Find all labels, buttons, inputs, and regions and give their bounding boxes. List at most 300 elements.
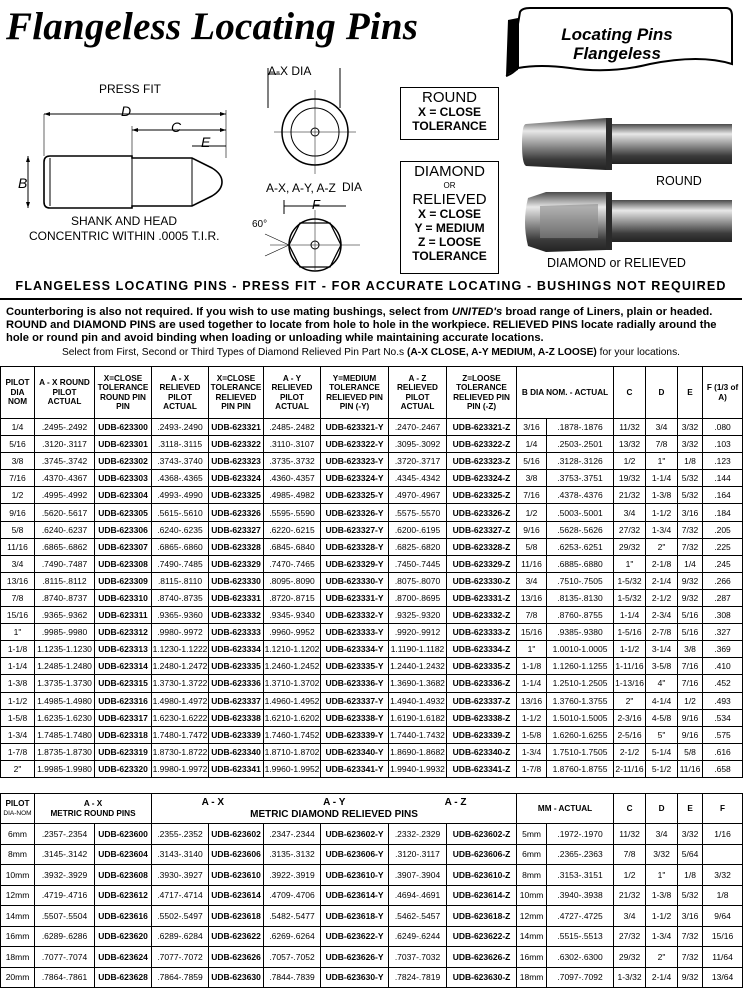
- table-cell: 2-7/8: [646, 624, 678, 641]
- round-box-title: ROUND: [422, 89, 477, 106]
- table-row: [1, 641, 743, 658]
- table-cell: 21/32: [614, 885, 646, 906]
- selection-note-part1: Select from First, Second or Third Types of Diamond Relieved Pin Part No.s: [61, 347, 407, 358]
- axayaz-label: A-X, A-Y, A-Z: [266, 181, 336, 195]
- table-cell: 1.7480-1.7472: [152, 726, 209, 743]
- table-cell: .2470-.2467: [389, 419, 447, 436]
- table-cell: 1/4: [1, 419, 35, 436]
- metric-col-f: F: [703, 794, 743, 824]
- table-cell: UDB-623328-Z: [447, 538, 517, 555]
- table-cell: 1.2510-1.2505: [547, 675, 614, 692]
- table-cell: UDB-623622: [209, 926, 264, 947]
- table-cell: .4370-.4367: [35, 470, 95, 487]
- table-cell: 11/16: [517, 555, 547, 572]
- diamond-box-line4: TOLERANCE: [412, 249, 487, 263]
- table-cell: 4-1/4: [646, 692, 678, 709]
- table-cell: 1": [517, 641, 547, 658]
- table-cell: 1.7510-1.7505: [547, 743, 614, 760]
- table-cell: 1/2: [614, 453, 646, 470]
- table-row: [1, 419, 743, 436]
- table-cell: UDB-623610-Z: [447, 865, 517, 886]
- table-cell: UDB-623308: [95, 555, 152, 572]
- shank-note-line1: SHANK AND HEAD: [71, 214, 178, 228]
- table-cell: 1.3735-1.3730: [35, 675, 95, 692]
- table-cell: .6845-.6840: [264, 538, 321, 555]
- table-cell: UDB-623334-Z: [447, 641, 517, 658]
- table-cell: 1.4960-1.4952: [264, 692, 321, 709]
- table-cell: .5595-.5590: [264, 504, 321, 521]
- table-cell: 1/4: [678, 555, 703, 572]
- table-cell: .6825-.6820: [389, 538, 447, 555]
- table-cell: 11/16: [678, 760, 703, 777]
- table-cell: 12mm: [517, 906, 547, 927]
- table-cell: UDB-623338: [209, 709, 264, 726]
- table-cell: 1.7440-1.7432: [389, 726, 447, 743]
- table-cell: .6302-.6300: [547, 947, 614, 968]
- table-cell: 5/8: [1, 521, 35, 538]
- table-cell: UDB-623330-Y: [321, 572, 389, 589]
- diamond-pin-photo: [518, 188, 738, 258]
- table-cell: 9/32: [678, 589, 703, 606]
- table-cell: 3-5/8: [646, 658, 678, 675]
- table-cell: 1.7460-1.7452: [264, 726, 321, 743]
- table-cell: 5-1/2: [646, 760, 678, 777]
- table-cell: .5507-.5504: [35, 906, 95, 927]
- metric-col-e: E: [678, 794, 703, 824]
- metric-col-mm: MM - ACTUAL: [517, 794, 614, 824]
- shank-note-line2: CONCENTRIC WITHIN .0005 T.I.R.: [29, 229, 220, 243]
- table-cell: 5": [646, 726, 678, 743]
- table-cell: UDB-623325: [209, 487, 264, 504]
- table-cell: 13/32: [614, 436, 646, 453]
- table-cell: .3735-.3732: [264, 453, 321, 470]
- table-cell: 13/16: [1, 572, 35, 589]
- table-cell: .3145-.3142: [35, 844, 95, 865]
- table-row: [1, 470, 743, 487]
- table-cell: 12mm: [1, 885, 35, 906]
- table-cell: UDB-623323-Y: [321, 453, 389, 470]
- table-row: [1, 624, 743, 641]
- table-cell: .6885-.6880: [547, 555, 614, 572]
- table-row: [1, 885, 743, 906]
- table-cell: UDB-623618-Y: [321, 906, 389, 927]
- col-pilot-dia: PILOT DIA NOM: [1, 367, 35, 419]
- table-cell: .3922-.3919: [264, 865, 321, 886]
- table-cell: UDB-623340-Z: [447, 743, 517, 760]
- table-cell: 9/16: [678, 709, 703, 726]
- table-cell: .4995-.4992: [35, 487, 95, 504]
- table-cell: UDB-623616: [95, 906, 152, 927]
- table-cell: 1.9940-1.9932: [389, 760, 447, 777]
- dim-e-label: E: [201, 134, 211, 150]
- table-cell: UDB-623328: [209, 538, 264, 555]
- table-cell: 5/8: [517, 538, 547, 555]
- table-cell: UDB-623334-Y: [321, 641, 389, 658]
- table-cell: 5/32: [678, 470, 703, 487]
- table-cell: 21/32: [614, 487, 646, 504]
- press-fit-pin-drawing: [14, 100, 254, 220]
- diamond-tolerance-box: [400, 161, 499, 274]
- table-cell: UDB-623620: [95, 926, 152, 947]
- table-cell: 1-5/8: [517, 726, 547, 743]
- table-cell: .1972-.1970: [547, 824, 614, 845]
- table-cell: UDB-623315: [95, 675, 152, 692]
- table-cell: 7/16: [678, 675, 703, 692]
- table-cell: 15/16: [517, 624, 547, 641]
- table-cell: UDB-623318: [95, 726, 152, 743]
- table-cell: UDB-623301: [95, 436, 152, 453]
- table-cell: 5/32: [678, 885, 703, 906]
- table-cell: 1.8760-1.8755: [547, 760, 614, 777]
- table-cell: UDB-623335: [209, 658, 264, 675]
- table-cell: 1.1230-1.1222: [152, 641, 209, 658]
- table-cell: .8760-.8755: [547, 607, 614, 624]
- table-cell: UDB-623630-Y: [321, 967, 389, 988]
- table-cell: 1-5/32: [614, 572, 646, 589]
- table-cell: 1-5/16: [614, 624, 646, 641]
- col-relieved-pin-z: Z=LOOSE TOLERANCE RELIEVED PIN PIN (-Z): [447, 367, 517, 419]
- table-cell: 3/32: [703, 865, 743, 886]
- table-cell: .534: [703, 709, 743, 726]
- table-cell: UDB-623329: [209, 555, 264, 572]
- table-cell: .2357-.2354: [35, 824, 95, 845]
- table-cell: .410: [703, 658, 743, 675]
- inch-pins-table-body: [1, 419, 743, 778]
- table-cell: UDB-623322-Y: [321, 436, 389, 453]
- table-cell: 15/16: [1, 607, 35, 624]
- table-cell: 7/8: [646, 436, 678, 453]
- table-cell: 1.0010-1.0005: [547, 641, 614, 658]
- table-cell: 3/4: [614, 504, 646, 521]
- table-cell: .9920-.9912: [389, 624, 447, 641]
- table-cell: .327: [703, 624, 743, 641]
- dim-d-label: D: [121, 103, 132, 119]
- table-row: [1, 906, 743, 927]
- table-cell: .9980-.9972: [152, 624, 209, 641]
- table-cell: UDB-623333: [209, 624, 264, 641]
- table-cell: .4719-.4716: [35, 885, 95, 906]
- table-cell: 1-1/8: [1, 641, 35, 658]
- table-cell: 1-7/8: [1, 743, 35, 760]
- table-cell: 1-3/4: [1, 726, 35, 743]
- table-cell: 1-1/4: [646, 470, 678, 487]
- table-cell: .3930-.3927: [152, 865, 209, 886]
- diamond-box-line1: X = CLOSE: [417, 207, 482, 221]
- table-cell: 1-1/8: [517, 658, 547, 675]
- metric-col-relieved: A - X A - Y A - Z METRIC DIAMOND RELIEVED PINS: [152, 794, 517, 824]
- table-cell: 1-1/2: [646, 504, 678, 521]
- table-cell: UDB-623339-Z: [447, 726, 517, 743]
- table-cell: 1.3760-1.3755: [547, 692, 614, 709]
- table-cell: .7864-.7859: [152, 967, 209, 988]
- table-cell: 1-1/4: [517, 675, 547, 692]
- table-cell: UDB-623628: [95, 967, 152, 988]
- table-cell: .3932-.3929: [35, 865, 95, 886]
- table-cell: .2355-.2352: [152, 824, 209, 845]
- table-cell: UDB-623328-Y: [321, 538, 389, 555]
- table-cell: 11/16: [1, 538, 35, 555]
- table-cell: UDB-623624: [95, 947, 152, 968]
- table-cell: .8075-.8070: [389, 572, 447, 589]
- table-cell: UDB-623327-Z: [447, 521, 517, 538]
- table-cell: 1.2480-1.2472: [152, 658, 209, 675]
- table-cell: 9/32: [678, 967, 703, 988]
- table-cell: 1.4940-1.4932: [389, 692, 447, 709]
- table-cell: UDB-623322: [209, 436, 264, 453]
- table-cell: UDB-623602-Z: [447, 824, 517, 845]
- table-cell: UDB-623341-Y: [321, 760, 389, 777]
- table-cell: .3143-.3140: [152, 844, 209, 865]
- table-cell: 5/8: [678, 743, 703, 760]
- table-cell: 1.8710-1.8702: [264, 743, 321, 760]
- table-cell: 7/8: [1, 589, 35, 606]
- table-cell: 16mm: [517, 947, 547, 968]
- table-cell: .4345-.4342: [389, 470, 447, 487]
- table-cell: UDB-623606-Z: [447, 844, 517, 865]
- table-row: [1, 555, 743, 572]
- col-relieved-pin-y: Y=MEDIUM TOLERANCE RELIEVED PIN PIN (-Y): [321, 367, 389, 419]
- table-cell: UDB-623626: [209, 947, 264, 968]
- table-cell: 9/32: [678, 572, 703, 589]
- table-cell: 3/32: [646, 844, 678, 865]
- table-cell: 1.8730-1.8722: [152, 743, 209, 760]
- metric-col-d: D: [646, 794, 678, 824]
- table-cell: UDB-623602: [209, 824, 264, 845]
- table-cell: UDB-623326: [209, 504, 264, 521]
- table-cell: UDB-623341-Z: [447, 760, 517, 777]
- table-cell: 13/16: [517, 692, 547, 709]
- table-row: [1, 926, 743, 947]
- table-cell: .7077-.7072: [152, 947, 209, 968]
- table-cell: .3120-.3117: [35, 436, 95, 453]
- col-b-dia: B DIA NOM. - ACTUAL: [517, 367, 614, 419]
- table-cell: 1/2: [1, 487, 35, 504]
- table-cell: .3720-.3717: [389, 453, 447, 470]
- table-cell: .3095-.3092: [389, 436, 447, 453]
- table-cell: .266: [703, 572, 743, 589]
- table-cell: .9365-.9362: [35, 607, 95, 624]
- table-cell: UDB-623302: [95, 453, 152, 470]
- table-cell: .2493-.2490: [152, 419, 209, 436]
- table-cell: .5620-.5617: [35, 504, 95, 521]
- table-cell: 2-11/16: [614, 760, 646, 777]
- table-cell: 8mm: [1, 844, 35, 865]
- round-box-line2: TOLERANCE: [412, 119, 487, 133]
- table-cell: UDB-623618: [209, 906, 264, 927]
- table-cell: 3-1/4: [646, 641, 678, 658]
- table-cell: .616: [703, 743, 743, 760]
- table-cell: 1": [1, 624, 35, 641]
- table-cell: 1.3690-1.3682: [389, 675, 447, 692]
- table-cell: 5/16: [1, 436, 35, 453]
- table-cell: .3153-.3151: [547, 865, 614, 886]
- table-cell: 3/32: [678, 824, 703, 845]
- table-cell: .225: [703, 538, 743, 555]
- table-cell: 5/16: [517, 453, 547, 470]
- table-cell: UDB-623327: [209, 521, 264, 538]
- table-row: [1, 504, 743, 521]
- table-cell: 1-3/8: [1, 675, 35, 692]
- table-cell: 2": [614, 692, 646, 709]
- table-cell: 2-5/16: [614, 726, 646, 743]
- intro-part2: broad range of Liners, plain or headed. ROUND and DIAMOND PINS are used together to locate from hole to hole in the workpiece. RELIEVED PINS locate radially around the hole or round pin and avoid binding when loading or unloading while maintaining accurate locations.: [6, 306, 717, 344]
- table-cell: 18mm: [1, 947, 35, 968]
- table-cell: UDB-623626-Y: [321, 947, 389, 968]
- table-cell: 2": [646, 538, 678, 555]
- table-cell: 20mm: [1, 967, 35, 988]
- table-cell: 7/8: [517, 607, 547, 624]
- table-cell: UDB-623300: [95, 419, 152, 436]
- table-cell: UDB-623335-Y: [321, 658, 389, 675]
- table-cell: 1-1/2: [614, 641, 646, 658]
- table-cell: UDB-623600: [95, 824, 152, 845]
- table-cell: .9985-.9980: [35, 624, 95, 641]
- table-cell: 1.6260-1.6255: [547, 726, 614, 743]
- table-cell: UDB-623618-Z: [447, 906, 517, 927]
- table-cell: .3118-.3115: [152, 436, 209, 453]
- table-cell: 4-5/8: [646, 709, 678, 726]
- table-cell: .8115-.8112: [35, 572, 95, 589]
- table-cell: .4970-.4967: [389, 487, 447, 504]
- table-cell: 11/64: [703, 947, 743, 968]
- table-cell: .6865-.6860: [152, 538, 209, 555]
- table-cell: .103: [703, 436, 743, 453]
- table-cell: 3/16: [517, 419, 547, 436]
- table-cell: 27/32: [614, 521, 646, 538]
- table-cell: UDB-623608: [95, 865, 152, 886]
- table-cell: .4717-.4714: [152, 885, 209, 906]
- table-cell: .8720-.8715: [264, 589, 321, 606]
- metric-col-pilot: PILOT DIA-NOM: [1, 794, 35, 824]
- table-cell: .8115-.8110: [152, 572, 209, 589]
- round-pin-photo: [518, 110, 738, 180]
- table-cell: UDB-623326-Z: [447, 504, 517, 521]
- table-cell: .7844-.7839: [264, 967, 321, 988]
- table-cell: .8095-.8090: [264, 572, 321, 589]
- table-cell: .7490-.7485: [152, 555, 209, 572]
- table-cell: .245: [703, 555, 743, 572]
- table-cell: 18mm: [517, 967, 547, 988]
- table-row: [1, 607, 743, 624]
- table-cell: 1.8690-1.8682: [389, 743, 447, 760]
- table-cell: 5-1/4: [646, 743, 678, 760]
- table-cell: 6mm: [517, 844, 547, 865]
- col-d: D: [646, 367, 678, 419]
- table-cell: .6289-.6284: [152, 926, 209, 947]
- col-az-relieved-actual: A - Z RELIEVED PILOT ACTUAL: [389, 367, 447, 419]
- table-cell: UDB-623314: [95, 658, 152, 675]
- diamond-photo-label: DIAMOND or RELIEVED: [547, 256, 686, 270]
- table-cell: .5482-.5477: [264, 906, 321, 927]
- table-row: [1, 692, 743, 709]
- table-cell: .3120-.3117: [389, 844, 447, 865]
- table-cell: UDB-623330-Z: [447, 572, 517, 589]
- table-cell: 1.6190-1.6182: [389, 709, 447, 726]
- table-cell: 1.1190-1.1182: [389, 641, 447, 658]
- table-cell: 1.2485-1.2480: [35, 658, 95, 675]
- page-title: Flangeless Locating Pins: [6, 5, 419, 48]
- table-cell: 1-3/4: [646, 521, 678, 538]
- table-row: [1, 436, 743, 453]
- table-cell: .3745-.3742: [35, 453, 95, 470]
- table-row: [1, 726, 743, 743]
- table-cell: .5515-.5513: [547, 926, 614, 947]
- table-cell: .8740-.8737: [35, 589, 95, 606]
- divider: [0, 298, 742, 300]
- round-box-line1: X = CLOSE: [417, 105, 482, 119]
- table-cell: 1-1/2: [646, 906, 678, 927]
- table-cell: 7/32: [678, 538, 703, 555]
- table-cell: 1/8: [678, 453, 703, 470]
- col-round-pin: X=CLOSE TOLERANCE ROUND PIN PIN: [95, 367, 152, 419]
- table-cell: .8740-.8735: [152, 589, 209, 606]
- table-row: [1, 743, 743, 760]
- table-cell: 1.4980-1.4972: [152, 692, 209, 709]
- table-cell: .9960-.9952: [264, 624, 321, 641]
- col-ax-round-actual: A - X ROUND PILOT ACTUAL: [35, 367, 95, 419]
- table-cell: .2495-.2492: [35, 419, 95, 436]
- table-cell: .3940-.3938: [547, 885, 614, 906]
- table-cell: .287: [703, 589, 743, 606]
- table-row: [1, 824, 743, 845]
- table-cell: 1.9960-1.9952: [264, 760, 321, 777]
- table-cell: 1-3/8: [646, 487, 678, 504]
- table-cell: .5615-.5610: [152, 504, 209, 521]
- table-cell: .8135-.8130: [547, 589, 614, 606]
- table-cell: UDB-623324-Z: [447, 470, 517, 487]
- table-cell: 14mm: [1, 906, 35, 927]
- table-cell: 3/32: [678, 436, 703, 453]
- section-heading: FLANGELESS LOCATING PINS - PRESS FIT - FOR ACCURATE LOCATING - BUSHINGS NOT REQUIRED: [15, 279, 727, 293]
- metric-col-round: A - X METRIC ROUND PINS: [35, 794, 152, 824]
- table-cell: UDB-623321-Z: [447, 419, 517, 436]
- col-relieved-pin-x: X=CLOSE TOLERANCE RELIEVED PIN PIN: [209, 367, 264, 419]
- table-cell: .5462-.5457: [389, 906, 447, 927]
- table-cell: 7/16: [678, 658, 703, 675]
- table-cell: 4": [646, 675, 678, 692]
- table-cell: UDB-623630: [209, 967, 264, 988]
- table-cell: 1.6230-1.6222: [152, 709, 209, 726]
- table-cell: 3/4: [614, 906, 646, 927]
- table-cell: 13/16: [517, 589, 547, 606]
- table-row: [1, 709, 743, 726]
- table-cell: UDB-623606: [209, 844, 264, 865]
- table-cell: .4985-.4982: [264, 487, 321, 504]
- table-cell: UDB-623337: [209, 692, 264, 709]
- table-cell: 1.3710-1.3702: [264, 675, 321, 692]
- table-cell: 5/16: [678, 624, 703, 641]
- table-cell: 1.3730-1.3722: [152, 675, 209, 692]
- table-cell: .4378-.4376: [547, 487, 614, 504]
- table-cell: 11/32: [614, 824, 646, 845]
- banner-line1: Locating Pins: [561, 25, 673, 44]
- diamond-box-line2: Y = MEDIUM: [414, 221, 485, 235]
- table-cell: UDB-623323: [209, 453, 264, 470]
- table-cell: .493: [703, 692, 743, 709]
- table-cell: UDB-623332-Z: [447, 607, 517, 624]
- table-cell: 1-1/2: [1, 692, 35, 709]
- table-cell: 3/8: [1, 453, 35, 470]
- table-row: [1, 521, 743, 538]
- table-cell: 1/4: [517, 436, 547, 453]
- table-cell: .4694-.4691: [389, 885, 447, 906]
- table-cell: 1-3/4: [646, 926, 678, 947]
- table-cell: 10mm: [517, 885, 547, 906]
- table-cell: UDB-623319: [95, 743, 152, 760]
- table-cell: UDB-623614: [209, 885, 264, 906]
- table-cell: .9385-.9380: [547, 624, 614, 641]
- table-cell: UDB-623305: [95, 504, 152, 521]
